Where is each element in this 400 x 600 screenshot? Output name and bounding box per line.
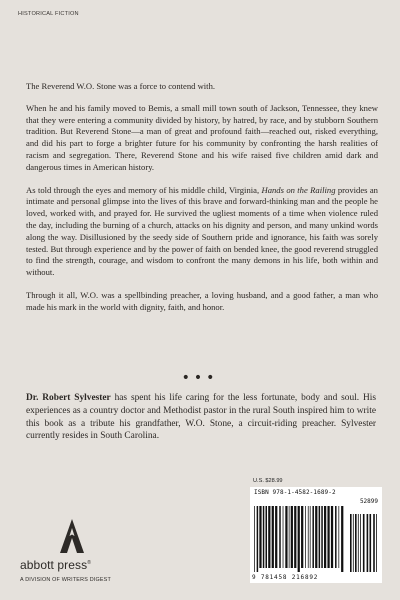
registered-mark: ® [87, 560, 92, 566]
author-bio [26, 392, 376, 443]
publisher-name [20, 558, 91, 572]
blurb-paragraph-2: When he and his family moved to Bemis, a small mill town south of Jackson, Tennessee, they knew that they were entering a community divided by history, by hatred, by race, and by stubborn Southern tradition. But Reverend Stone—a man of great and profound faith—reached out, risked everything, and did his part to forge a brighter future for his community by confronting the harsh realities of racism and segregation. There, Reverend Stone and his wife raised five children amid dark and dangerous times in American history. [26, 102, 378, 172]
isbn-barcode [250, 487, 382, 583]
genre-label: HISTORICAL FICTION [18, 11, 79, 17]
barcode-bars [252, 506, 380, 574]
blurb-p3-rest: provides an intimate and personal glimpse into the lives of this brave and forward-thinking man and the people he loved, worked with, and prayed for. He survived the ugliest moments of a time when violence ruled the day, including the burning of a church, attacks on his dignity and person, and many unkind words along the way. Disillusioned by the seedy side of Southern pride and ignorance, his faith was sorely tested. But through experience and by the power of faith on bended knee, the good reverend struggled to find the strength, courage, and wisdom to confront the many demons in his life, both within and without. [26, 184, 378, 278]
pen-nib-mountain-icon [59, 518, 85, 554]
price-label: U.S. $28.99 [253, 478, 283, 484]
ean-digits: 9 781458 216892 [252, 574, 319, 581]
back-cover-blurb [26, 81, 378, 325]
barcode-supplement-number: 52899 [359, 498, 378, 505]
author-bio-text: has spent his life caring for the less fortunate, body and soul. His experiences as a country doctor and Methodist pastor in the rural South inspired him to write this book as a tribute his grandfather, W.O. Stone, a circuit-riding preacher. Sylvester currently resides in South Carolina. [26, 393, 376, 442]
blurb-paragraph-3 [26, 185, 378, 279]
author-name: Dr. Robert Sylvester [26, 393, 111, 403]
blurb-p3-intro: As told through the eyes and memory of his middle child, Virginia, [26, 184, 262, 195]
blurb-paragraph-4: Through it all, W.O. was a spellbinding preacher, a loving husband, and a good father, a man who made his mark in the world with dignity, faith, and honor. [26, 289, 378, 312]
book-title: Hands on the Railing [261, 184, 336, 195]
isbn-label: ISBN 978-1-4582-1689-2 [254, 489, 336, 496]
publisher-tagline: A DIVISION OF WRITERS DIGEST [20, 577, 111, 583]
section-separator: ••• [181, 370, 219, 386]
publisher-logo [20, 518, 130, 588]
publisher-name-text: abbott press [20, 558, 88, 572]
blurb-paragraph-1: The Reverend W.O. Stone was a force to contend with. [26, 81, 216, 91]
